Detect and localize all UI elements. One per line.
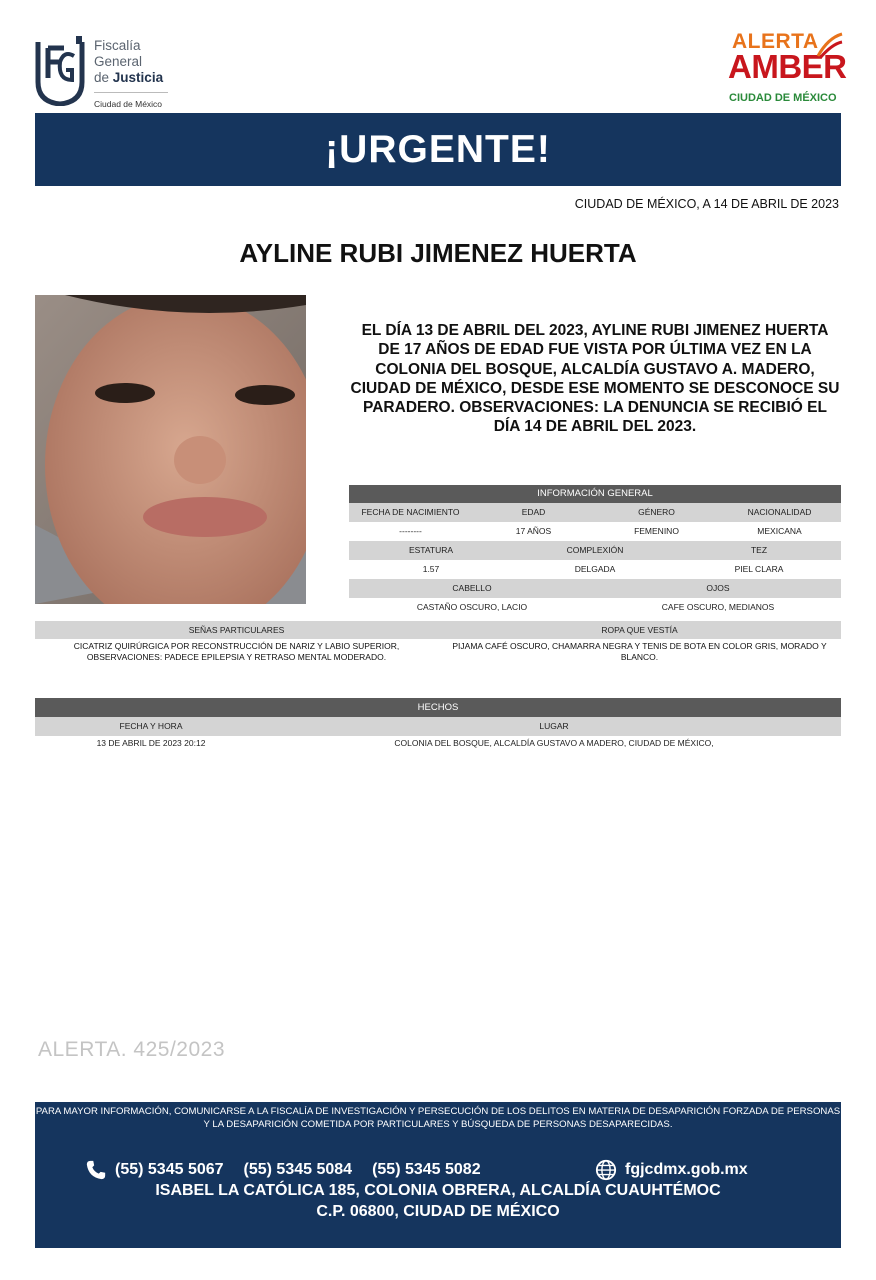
height-value: 1.57 [422,564,440,574]
details-section [35,621,841,663]
missing-person-photo [35,295,306,604]
info-row3-headers [349,579,841,598]
agency-line-2: General [94,54,143,69]
address [35,1180,841,1222]
address-line-1: ISABEL LA CATÓLICA 185, COLONIA OBRERA, ALCALDÍA CUAUHTÉMOC [155,1182,721,1199]
eyes-header: OJOS [706,583,730,593]
facts-title: HECHOS [35,698,841,717]
age-value: 17 AÑOS [515,526,552,536]
agency-city: Ciudad de México [94,92,168,112]
agency-line-3-prefix: de [94,70,110,85]
age-header: EDAD [521,507,546,517]
globe-icon [595,1159,617,1181]
gender-value: FEMENINO [634,526,679,536]
gender-header: GÉNERO [638,507,675,517]
general-info-table [349,485,841,617]
alert-number: ALERTA. 425/2023 [38,1038,226,1061]
phone-number-3[interactable]: (55) 5345 5082 [372,1161,481,1178]
build-header: COMPLEXIÓN [566,545,624,555]
skin-value: PIEL CLARA [734,564,784,574]
address-line-2: C.P. 06800, CIUDAD DE MÉXICO [316,1203,560,1220]
hair-header: CABELLO [452,583,492,593]
amber-line-2: AMBER [728,48,847,85]
details-values [35,639,841,663]
date-value: 13 DE ABRIL DE 2023 20:12 [96,738,206,748]
info-row3-values [349,598,841,617]
nationality-value: MEXICANA [757,526,802,536]
fgj-logo-icon [34,34,90,106]
skin-header: TEZ [750,545,768,555]
phone-icon [85,1159,107,1181]
info-row2-values [349,560,841,579]
height-header: ESTATURA [408,545,454,555]
eyes-value: CAFE OSCURO, MEDIANOS [661,602,775,612]
amber-line-3: CIUDAD DE MÉXICO [729,92,837,104]
agency-line-1: Fiscalía [94,38,141,53]
birthdate-header: FECHA DE NACIMIENTO [361,507,460,517]
clothes-value: PIJAMA CAFÉ OSCURO, CHAMARRA NEGRA Y TENIS DE BOTA EN COLOR GRIS, MORADO Y BLANCO. [452,641,827,662]
facts-values [35,736,841,750]
person-name: AYLINE RUBI JIMENEZ HUERTA [239,238,637,268]
phone-number-1[interactable]: (55) 5345 5067 [115,1161,224,1178]
marks-value: CICATRIZ QUIRÚRGICA POR RECONSTRUCCIÓN DE NARIZ Y LABIO SUPERIOR, OBSERVACIONES: PADECE EPILEPSIA Y RETRASO MENTAL MODERADO. [73,641,400,662]
info-row1-values [349,522,841,541]
details-headers [35,621,841,639]
marks-header: SEÑAS PARTICULARES [188,625,285,635]
amber-rays-icon [814,30,844,60]
dateline: CIUDAD DE MÉXICO, A 14 DE ABRIL DE 2023 [574,197,839,211]
contact-footer [35,1102,841,1248]
clothes-header: ROPA QUE VESTÍA [601,625,678,635]
birthdate-value: -------- [399,526,422,536]
amber-line-1: ALERTA [732,30,819,53]
case-description: EL DÍA 13 DE ABRIL DEL 2023, AYLINE RUBI JIMENEZ HUERTA DE 17 AÑOS DE EDAD FUE VISTA POR ÚLTIMA VEZ EN LA COLONIA DEL BOSQUE, ALCALDÍA GUSTAVO A. MADERO, CIUDAD DE MÉXICO, DESDE ESE MOMENTO SE DESCONOCE SU PARADERO. OBSERVACIONES: LA DENUNCIA SE RECIBIÓ EL DÍA 14 DE ABRIL DEL 2023. [350,322,840,436]
phone-list [85,1159,501,1181]
urgent-banner: ¡URGENTE! [35,113,841,186]
agency-line-3-bold: Justicia [112,70,164,85]
info-row2-headers [349,541,841,560]
hair-value: CASTAÑO OSCURO, LACIO [416,602,528,612]
place-header: LUGAR [539,721,569,731]
facts-table [35,698,841,750]
website [595,1159,748,1181]
nationality-header: NACIONALIDAD [747,507,812,517]
build-value: DELGADA [574,564,616,574]
website-link[interactable]: fgjcdmx.gob.mx [625,1161,748,1178]
footer-notice: PARA MAYOR INFORMACIÓN, COMUNICARSE A LA FISCALÍA DE INVESTIGACIÓN Y PERSECUCIÓN DE LOS DELITOS EN MATERIA DE DESAPARICIÓN FORZADA DE PERSONAS Y LA DESAPARICIÓN COMETIDA POR PARTICULARES Y BÚSQUEDA DE PERSONAS DESAPARECIDAS. [35,1106,841,1130]
info-row1-headers [349,503,841,522]
phone-number-2[interactable]: (55) 5345 5084 [243,1161,353,1178]
alerta-amber-logo [726,28,846,112]
facts-headers [35,717,841,736]
date-header: FECHA Y HORA [119,721,183,731]
place-value: COLONIA DEL BOSQUE, ALCALDÍA GUSTAVO A MADERO, CIUDAD DE MÉXICO, [394,738,714,748]
general-info-title: INFORMACIÓN GENERAL [349,485,841,503]
agency-name [94,38,168,112]
